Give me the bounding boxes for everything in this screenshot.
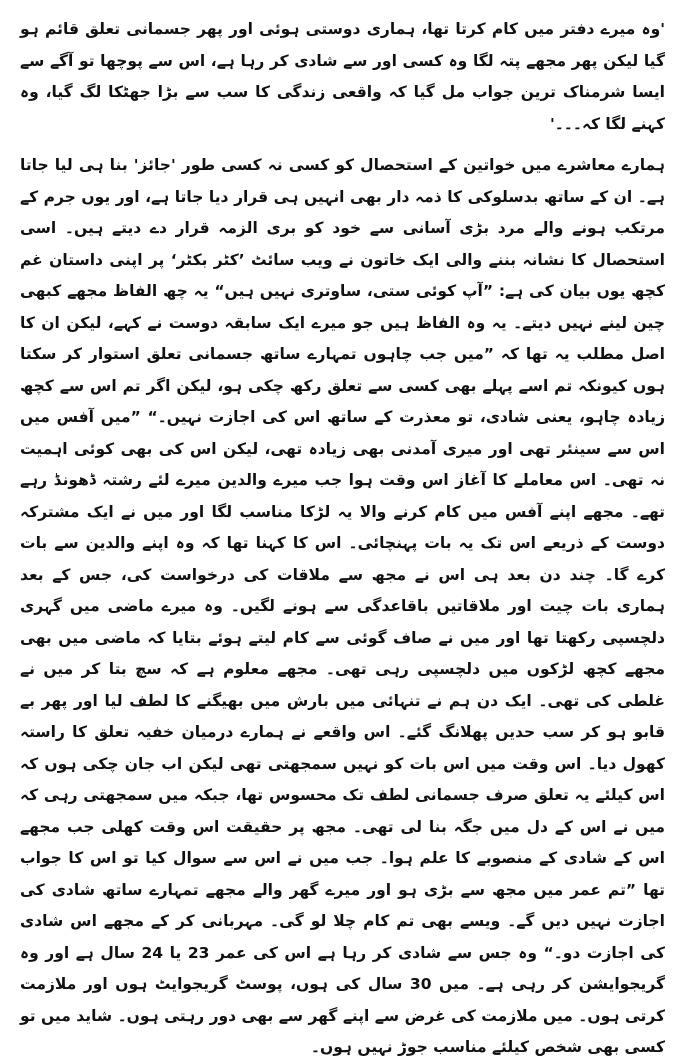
intro-quote-paragraph: 'وہ میرے دفتر میں کام کرتا تھا، ہماری دوستی ہوئی اور پھر جسمانی تعلق قائم ہو گیا لیکن پھر مجھے پتہ لگا وہ کسی اور سے شادی کر رہا ہے، اس سے پوچھا تو آگے سے ایسا شرمناک ترین جواب مل گیا کہ واقعی زندگی کا سب سے بڑا جھٹکا لگ گیا، وہ کہنے لگا کہ۔۔۔'	[20, 20, 665, 133]
body-paragraph: ہمارے معاشرے میں خواتین کے استحصال کو کسی نہ کسی طور 'جائز' بنا ہی لیا جاتا ہے۔ ان کے ساتھ بدسلوکی کا ذمہ دار بھی انہیں ہی قرار دیا جاتا ہے، اور یوں جرم کے مرتکب ہونے والے مرد بڑی آسانی سے خود کو بری الزمہ قرار دے دیتے ہیں۔ اسی استحصال کا نشانہ بننے والی ایک خاتون نے ویب سائٹ ’کٹر بکٹر‘ پر اپنی داستان غم کچھ یوں بیان کی ہے: ”آپ کوئی ستی، ساوتری نہیں ہیں“ یہ چھ الفاظ مجھے کبھی چین لینے نہیں دیتے۔ یہ وہ الفاظ ہیں جو میرے ایک سابقہ دوست نے کہے، لیکن ان کا اصل مطلب یہ تھا کہ ”میں جب چاہوں تمہارے ساتھ جسمانی تعلق استوار کر سکتا ہوں کیونکہ تم اسے پہلے بھی کسی سے تعلق رکھ چکی ہو، لیکن اگر تم اس سے کچھ زیادہ چاہو، یعنی شادی، تو معذرت کے ساتھ اس کی اجازت نہیں۔“ ”میں آفس میں اس سے سینئر تھی اور میری آمدنی بھی زیادہ تھی، لیکن اس کی بھی کوئی اہمیت نہ تھی۔ اس معاملے کا آغاز اس وقت ہوا جب میرے والدین میرے لئے رشتہ ڈھونڈ رہے تھے۔ مجھے اپنے آفس میں کام کرنے والا یہ لڑکا مناسب لگا اور میں نے ایک مشترکہ دوست کے ذریعے اس تک یہ بات پہنچائی۔ اس کا کہنا تھا کہ وہ اپنے والدین سے بات کرے گا۔ چند دن بعد ہی اس نے مجھ سے ملاقات کی درخواست کی، جس کے بعد ہماری بات چیت اور ملاقاتیں باقاعدگی سے ہونے لگیں۔ وہ میرے ماضی میں گہری دلچسپی رکھتا تھا اور میں نے صاف گوئی سے کام لیتے ہوئے بتایا کہ ماضی میں بھی مجھے کچھ لڑکوں میں دلچسپی رہی تھی۔ مجھے معلوم ہے کہ سچ بتا کر میں نے غلطی کی تھی۔ ایک دن ہم نے تنہائی میں بارش میں بھیگنے کا لطف لیا اور پھر بے قابو ہو کر سب حدیں پھلانگ گئے۔ اس واقعے نے ہمارے درمیان خفیہ تعلق کا راستہ کھول دیا۔ اس وقت میں اس بات کو نہیں سمجھتی تھی لیکن اب جان چکی ہوں کہ اس کیلئے یہ تعلق صرف جسمانی لطف تک محسوس تھا، جبکہ میں سمجھتی رہی کہ میں نے اس کے دل میں جگہ بنا لی تھی۔ مجھ پر حقیقت اس وقت کھلی جب مجھے اس کے شادی کے منصوبے کا علم ہوا۔ جب میں نے اس سے سوال کیا تو اس کا جواب تھا ”تم عمر میں مجھ سے بڑی ہو اور میرے گھر والے مجھے تمہارے ساتھ شادی کی اجازت نہیں دیں گے۔ ویسے بھی تم کام چلا لو گی۔ مہربانی کر کے مجھے اس شادی کی اجازت دو۔“ وہ جس سے شادی کر رہا ہے اس کی عمر 23 یا 24 سال ہے اور وہ گریجوایشن کر رہی ہے۔ میں 30 سال کی ہوں، پوسٹ گریجوایٹ ہوں اور ملازمت کرتی ہوں۔ میں ملازمت کی غرض سے اپنے گھر سے بھی دور رہتی ہوں۔ شاید میں تو کسی بھی شخص کیلئے مناسب جوڑ نہیں ہوں۔	[20, 156, 665, 1056]
